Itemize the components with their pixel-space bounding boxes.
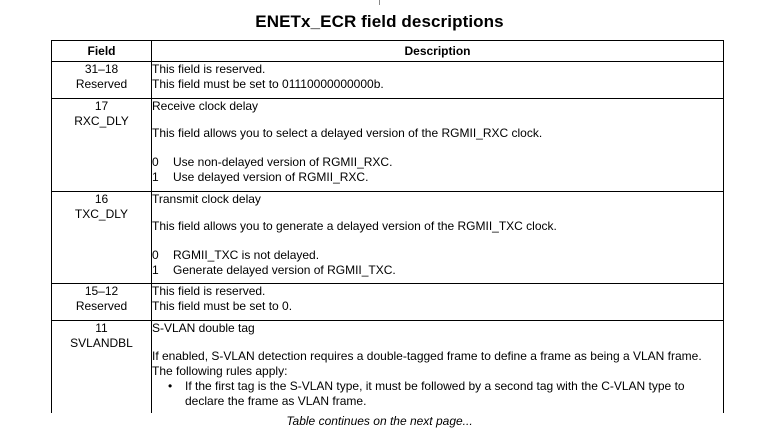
description-line: This field allows you to select a delayed version of the RGMII_RXC clock. xyxy=(152,126,543,140)
description-line: S-VLAN double tag xyxy=(152,321,255,335)
description-cell xyxy=(152,62,724,99)
table-row xyxy=(52,284,724,321)
value-entry xyxy=(152,263,723,278)
bullet-text: If the first tag is the S-VLAN type, it must be followed by a second tag with the C-VLAN type to xyxy=(185,379,685,393)
description-cell xyxy=(152,192,724,284)
field-bits: 17 xyxy=(94,99,109,113)
value-key: 0 xyxy=(152,155,159,169)
table-header-row xyxy=(52,41,724,62)
field-bits: 31–18 xyxy=(84,62,119,76)
value-entry xyxy=(152,170,723,185)
value-text: Use non-delayed version of RGMII_RXC. xyxy=(173,155,393,169)
value-entry xyxy=(152,155,723,170)
field-cell xyxy=(52,62,152,99)
field-name: RXC_DLY xyxy=(74,114,129,128)
field-name: Reserved xyxy=(75,299,128,313)
value-text: Use delayed version of RGMII_RXC. xyxy=(173,170,369,184)
value-key: 1 xyxy=(152,170,159,184)
table-row xyxy=(52,99,724,192)
description-line: The following rules apply: xyxy=(152,364,288,378)
field-name: TXC_DLY xyxy=(74,207,129,221)
field-bits: 16 xyxy=(94,192,109,206)
value-entry xyxy=(152,248,723,263)
description-line: Transmit clock delay xyxy=(152,192,261,206)
description-line: Receive clock delay xyxy=(152,99,259,113)
field-cell xyxy=(52,284,152,321)
table-row xyxy=(52,62,724,99)
table-row xyxy=(52,192,724,284)
bullet-item xyxy=(152,379,723,409)
bullet-icon: • xyxy=(168,379,173,393)
field-cell xyxy=(52,99,152,192)
field-bits: 11 xyxy=(95,321,108,335)
value-key: 0 xyxy=(152,248,159,262)
field-cell xyxy=(52,321,152,413)
description-line: This field is reserved. xyxy=(152,62,266,76)
field-name: SVLANDBL xyxy=(70,336,133,350)
field-descriptions-table xyxy=(51,40,724,413)
continuation-note: Table continues on the next page... xyxy=(286,414,473,428)
field-cell xyxy=(52,192,152,284)
page-top-mark xyxy=(379,0,380,5)
description-line: This field must be set to 01110000000000b. xyxy=(152,77,384,91)
table-row xyxy=(52,321,724,413)
value-key: 1 xyxy=(152,263,159,277)
description-line: If enabled, S-VLAN detection requires a double-tagged frame to define a frame as being a VLAN frame. xyxy=(152,349,702,363)
table-title: ENETx_ECR field descriptions xyxy=(255,12,504,31)
field-bits: 15–12 xyxy=(84,284,119,298)
description-line: This field must be set to 0. xyxy=(152,299,293,313)
field-name: Reserved xyxy=(75,77,128,91)
description-cell xyxy=(152,284,724,321)
description-line: This field is reserved. xyxy=(152,284,266,298)
description-cell xyxy=(152,99,724,192)
bullet-text: declare the frame as VLAN frame. xyxy=(185,394,367,408)
field-column-header: Field xyxy=(52,41,152,62)
value-text: RGMII_TXC is not delayed. xyxy=(173,248,320,262)
description-line: This field allows you to generate a delayed version of the RGMII_TXC clock. xyxy=(152,219,557,233)
description-column-header: Description xyxy=(152,41,724,62)
value-text: Generate delayed version of RGMII_TXC. xyxy=(173,263,396,277)
description-cell xyxy=(152,321,724,413)
